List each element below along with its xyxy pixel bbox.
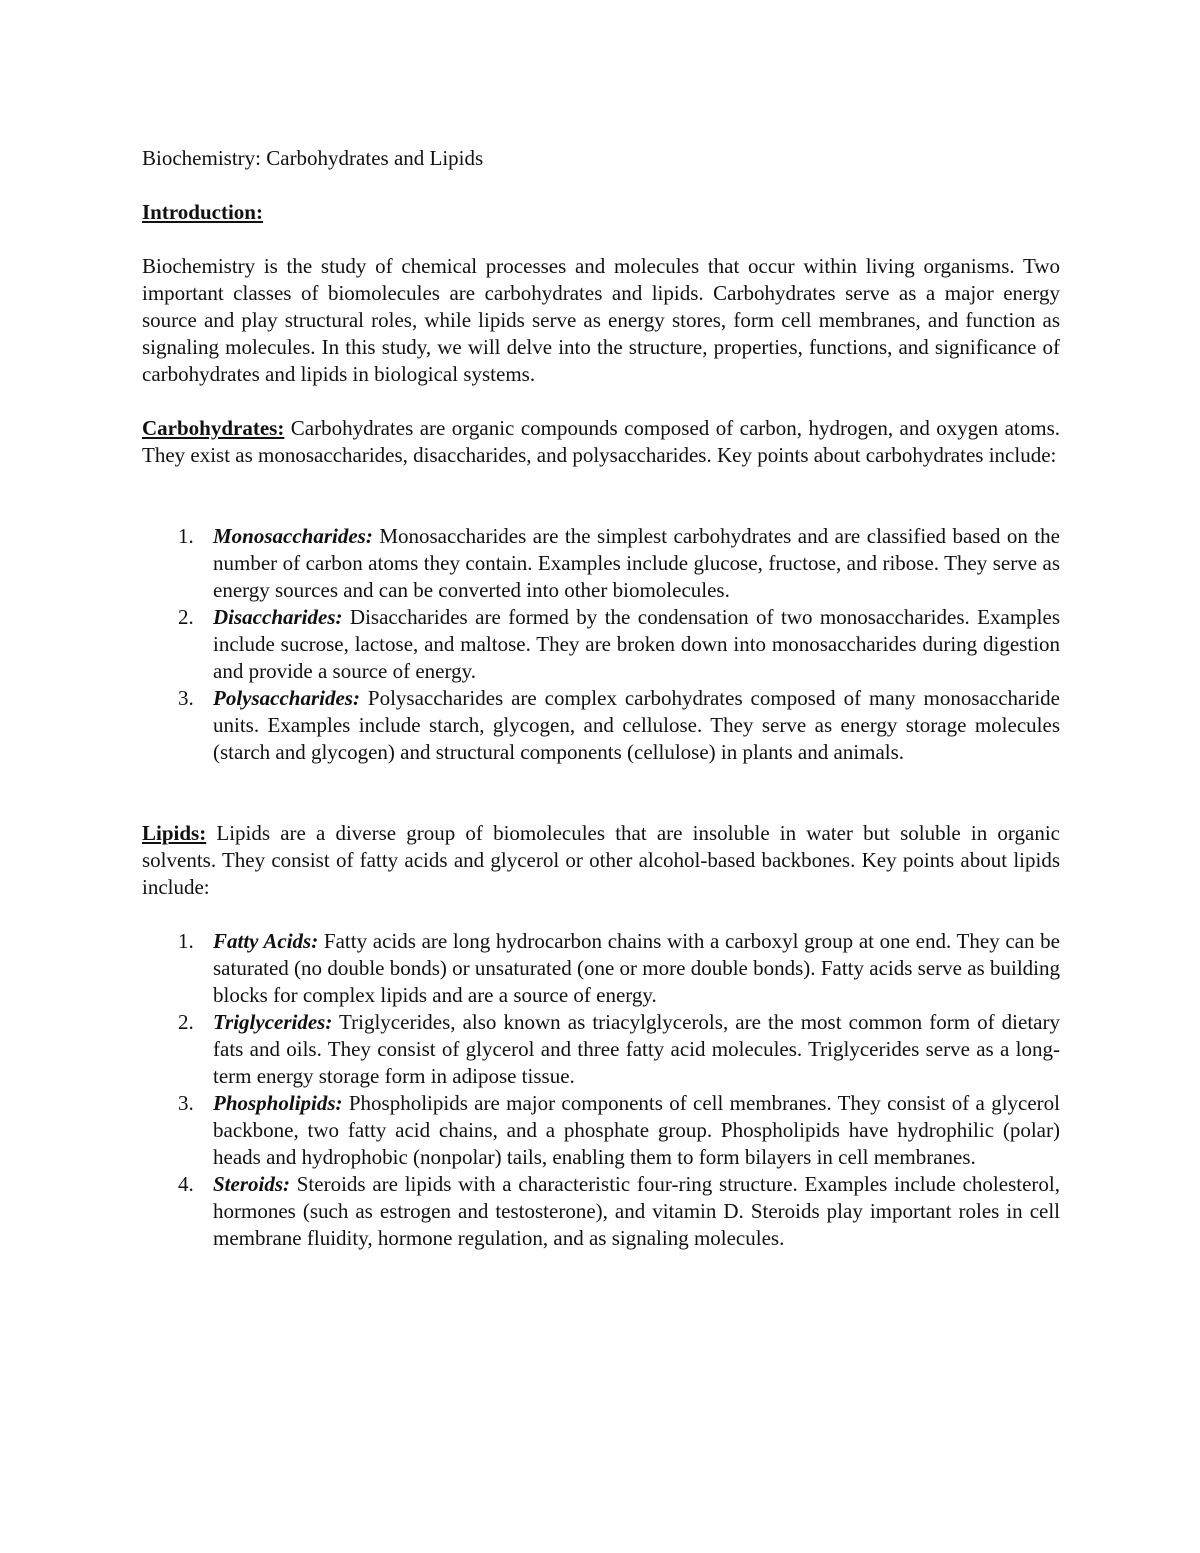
document-title: Biochemistry: Carbohydrates and Lipids bbox=[142, 146, 484, 170]
list-item-text: Polysaccharides are complex carbohydrates composed of many monosaccharide units. Examples include starch, glycogen, and cellulose. They serve as energy storage molecules (starch and glycogen) and structural components (cellulose) in plants and animals. bbox=[213, 686, 1060, 764]
list-item-number: 1. bbox=[178, 524, 194, 548]
list-item-text: Steroids are lipids with a characteristic four-ring structure. Examples include cholesterol, hormones (such as estrogen and testosterone), and vitamin D. Steroids play important roles in cell membrane fluidity, hormone regulation, and as signaling molecules. bbox=[213, 1172, 1060, 1250]
list-item-number: 2. bbox=[178, 605, 194, 629]
list-item-text: Monosaccharides are the simplest carbohydrates and are classified based on the number of carbon atoms they contain. Examples include glucose, fructose, and ribose. They serve as energy sources and can be converted into other biomolecules. bbox=[213, 524, 1060, 602]
list-item-steroids bbox=[142, 1171, 1060, 1252]
list-item-phospholipids bbox=[142, 1090, 1060, 1171]
carbohydrates-intro-text: Carbohydrates are organic compounds composed of carbon, hydrogen, and oxygen atoms. They exist as monosaccharides, disaccharides, and polysaccharides. Key points about carbohydrates include: bbox=[142, 416, 1060, 467]
term-phospholipids: Phospholipids: bbox=[213, 1091, 343, 1115]
carbohydrates-list bbox=[142, 523, 1060, 766]
list-item-disaccharides bbox=[142, 604, 1060, 685]
list-item-triglycerides bbox=[142, 1009, 1060, 1090]
lipids-label: Lipids: bbox=[142, 821, 207, 845]
list-item-polysaccharides bbox=[142, 685, 1060, 766]
list-item-number: 3. bbox=[178, 686, 194, 710]
term-steroids: Steroids: bbox=[213, 1172, 291, 1196]
introduction-paragraph: Biochemistry is the study of chemical processes and molecules that occur within living organisms. Two important classes of biomolecules are carbohydrates and lipids. Carbohydrates serve as a major energy source and play structural roles, while lipids serve as energy stores, form cell membranes, and function as signaling molecules. In this study, we will delve into the structure, properties, functions, and significance of carbohydrates and lipids in biological systems. bbox=[142, 254, 1060, 386]
lipids-intro-text: Lipids are a diverse group of biomolecules that are insoluble in water but soluble in organic solvents. They consist of fatty acids and glycerol or other alcohol-based backbones. Key points about lipids include: bbox=[142, 821, 1060, 899]
list-item-fatty-acids bbox=[142, 928, 1060, 1009]
term-fatty-acids: Fatty Acids: bbox=[213, 929, 319, 953]
list-item-text: Disaccharides are formed by the condensation of two monosaccharides. Examples include sucrose, lactose, and maltose. They are broken down into monosaccharides during digestion and provide a source of energy. bbox=[213, 605, 1060, 683]
list-item-text: Phospholipids are major components of cell membranes. They consist of a glycerol backbone, two fatty acid chains, and a phosphate group. Phospholipids have hydrophilic (polar) heads and hydrophobic (nonpolar) tails, enabling them to form bilayers in cell membranes. bbox=[213, 1091, 1060, 1169]
lipids-paragraph bbox=[142, 820, 1060, 901]
list-item-number: 3. bbox=[178, 1091, 194, 1115]
list-item-number: 1. bbox=[178, 929, 194, 953]
lipids-list bbox=[142, 928, 1060, 1252]
list-item-text: Fatty acids are long hydrocarbon chains with a carboxyl group at one end. They can be saturated (no double bonds) or unsaturated (one or more double bonds). Fatty acids serve as building blocks for complex lipids and are a source of energy. bbox=[213, 929, 1061, 1007]
term-disaccharides: Disaccharides: bbox=[213, 605, 343, 629]
carbohydrates-paragraph bbox=[142, 415, 1060, 469]
term-monosaccharides: Monosaccharides: bbox=[213, 524, 373, 548]
term-polysaccharides: Polysaccharides: bbox=[213, 686, 360, 710]
term-triglycerides: Triglycerides: bbox=[213, 1010, 333, 1034]
list-item-number: 4. bbox=[178, 1172, 194, 1196]
carbohydrates-label: Carbohydrates: bbox=[142, 416, 285, 440]
list-item-text: Triglycerides, also known as triacylglycerols, are the most common form of dietary fats and oils. They consist of glycerol and three fatty acid molecules. Triglycerides serve as a long-term energy storage form in adipose tissue. bbox=[213, 1010, 1060, 1088]
list-item-number: 2. bbox=[178, 1010, 194, 1034]
list-item-monosaccharides bbox=[142, 523, 1060, 604]
introduction-heading: Introduction: bbox=[142, 200, 263, 224]
